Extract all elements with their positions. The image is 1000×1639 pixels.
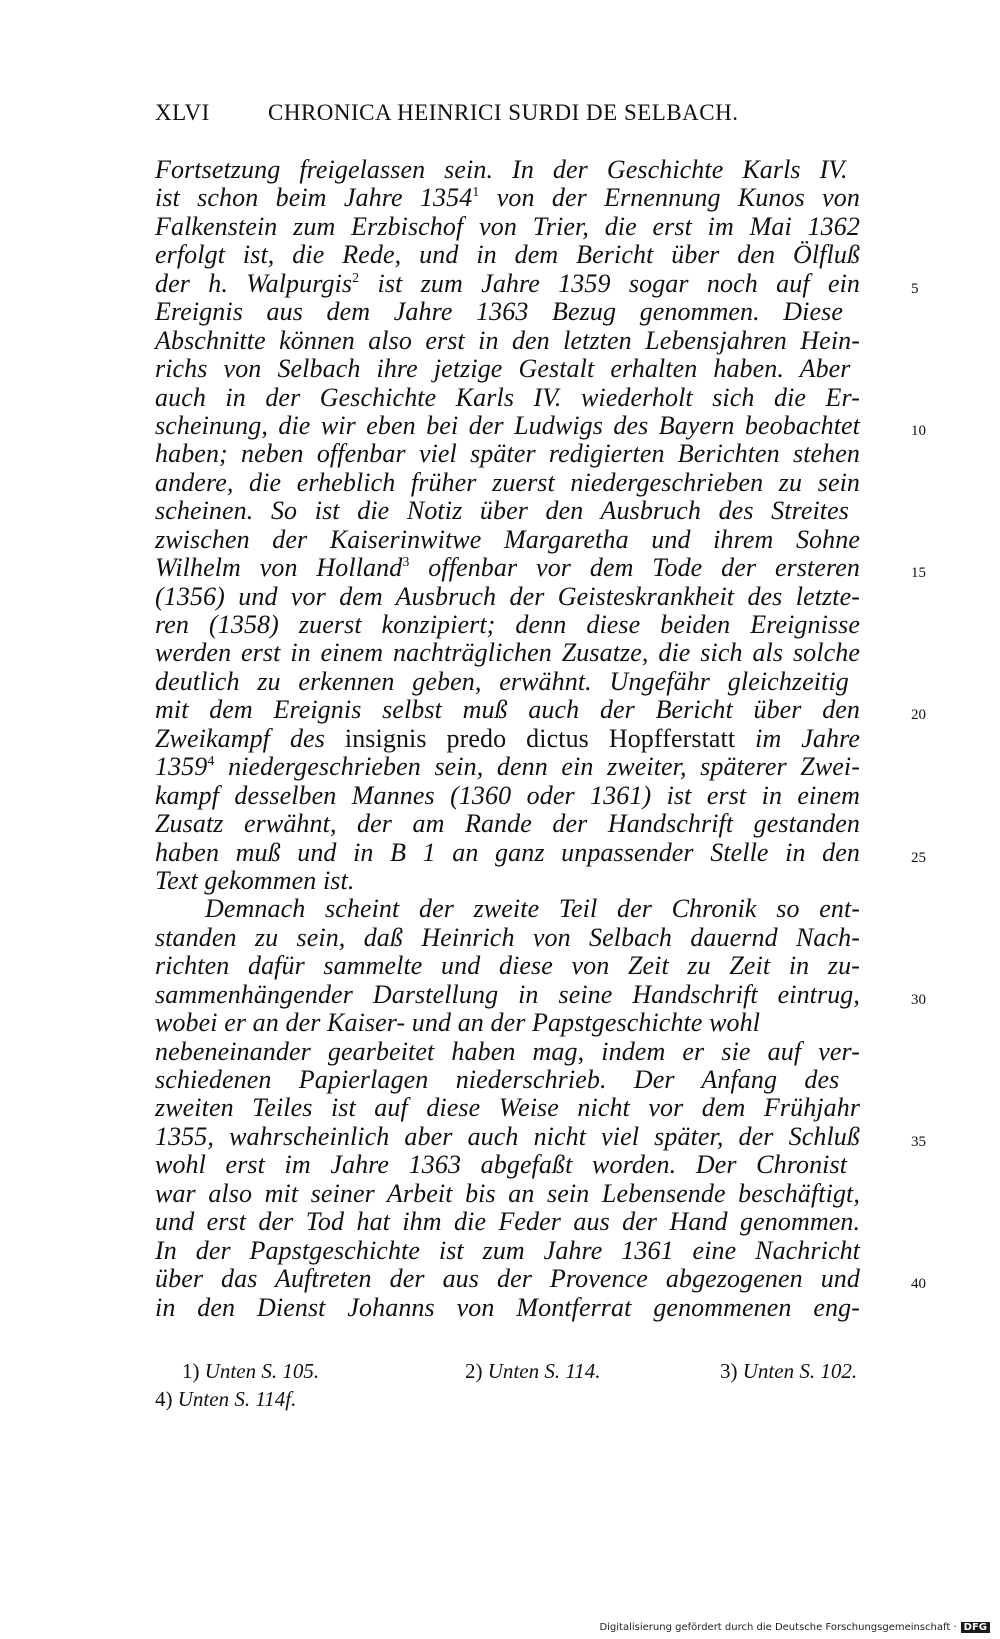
text-line: über das Auftreten der aus der Provence abgezogenen und 40 bbox=[155, 1265, 895, 1293]
text-line: der h. Walpurgis$^2$ ist zum Jahre 1359 sogar noch auf ein 5 bbox=[155, 270, 895, 298]
text-line: Falkenstein zum Erzbischof von Trier, die erst im Mai 1362 bbox=[155, 211, 860, 241]
text-line: Text gekommen ist. bbox=[155, 865, 355, 895]
text-line: in den Dienst Johanns von Montferrat genommenen eng- bbox=[155, 1292, 860, 1322]
digitization-note: Digitalisierung gefördert durch die Deutsche Forschungsgemeinschaft · bbox=[599, 1622, 957, 1633]
text-line: war also mit seiner Arbeit bis an sein Lebensende beschäftigt, bbox=[155, 1178, 860, 1208]
text-line: werden erst in einem nachträglichen Zusatze, die sich als solche bbox=[155, 638, 860, 668]
footnote-row bbox=[155, 1357, 895, 1385]
text-line: schiedenen Papierlagen niederschrieb. Der Anfang des bbox=[155, 1065, 840, 1094]
text-line: auch in der Geschichte Karls IV. wiederholt sich die Er- bbox=[155, 382, 860, 412]
dfg-logo: DFG bbox=[961, 1622, 990, 1633]
text-line: Fortsetzung freigelassen sein. In der Geschichte Karls IV. bbox=[155, 155, 848, 184]
footnote-row bbox=[155, 1385, 895, 1413]
text-line: Demnach scheint der zweite Teil der Chronik so ent- bbox=[205, 894, 861, 924]
text-line: wobei er an der Kaiser- und an der Papstgeschichte wohl bbox=[155, 1008, 761, 1038]
text-line: Abschnitte können also erst in den letzten Lebensjahren Hein- bbox=[155, 325, 860, 355]
text-line: deutlich zu erkennen geben, erwähnt. Ungefähr gleichzeitig bbox=[155, 666, 849, 696]
text-line: mit dem Ereignis selbst muß auch der Bericht über den 20 bbox=[155, 696, 895, 724]
text-line: erfolgt ist, die Rede, und in dem Bericht über den Ölfluß bbox=[155, 240, 861, 270]
footnote-mark: 3 bbox=[402, 555, 410, 571]
footnote: 4) Unten S. 114f. bbox=[155, 1387, 297, 1411]
line-number: 10 bbox=[911, 422, 926, 439]
text-line: scheinen. So ist die Notiz über den Ausbruch des Streites bbox=[155, 496, 849, 526]
digitization-credit bbox=[599, 1622, 990, 1633]
footnotes bbox=[155, 1357, 895, 1413]
text-line: Zweikampf des insignis predo dictus Hopfferstatt im Jahre bbox=[155, 723, 861, 753]
footnote-mark: 2 bbox=[352, 270, 360, 286]
footnote: 3) Unten S. 102. bbox=[720, 1359, 858, 1383]
text-line: zweiten Teiles ist auf diese Weise nicht vor dem Frühjahr bbox=[155, 1093, 861, 1123]
footnote-mark: 4 bbox=[207, 754, 215, 770]
text-line: nebeneinander gearbeitet haben mag, indem er sie auf ver- bbox=[155, 1036, 860, 1066]
text-line: Wilhelm von Holland$^3$ offenbar vor dem Tode der ersteren 15 bbox=[155, 554, 895, 582]
text-line: zwischen der Kaiserinwitwe Margaretha und ihrem Sohne bbox=[155, 524, 860, 554]
line-number: 5 bbox=[911, 280, 919, 297]
line-number: 30 bbox=[911, 991, 926, 1008]
text-line: richs von Selbach ihre jetzige Gestalt erhalten haben. Aber bbox=[155, 354, 851, 384]
text-line: haben muß und in B 1 an ganz unpassender Stelle in den 25 bbox=[155, 839, 895, 867]
line-number: 25 bbox=[911, 849, 926, 866]
text-line: standen zu sein, daß Heinrich von Selbach dauernd Nach- bbox=[155, 922, 861, 952]
text-line: 1355, wahrscheinlich aber auch nicht viel später, der Schluß 35 bbox=[155, 1123, 895, 1151]
body-text bbox=[155, 155, 926, 1322]
text-line: In der Papstgeschichte ist zum Jahre 1361 eine Nachricht bbox=[155, 1235, 861, 1265]
text-line: kampf desselben Mannes (1360 oder 1361) ist erst in einem bbox=[155, 780, 860, 810]
text-line: haben; neben offenbar viel später redigierten Berichten stehen bbox=[155, 439, 861, 469]
text-line: und erst der Tod hat ihm die Feder aus der Hand genommen. bbox=[155, 1207, 861, 1237]
text-line: Zusatz erwähnt, der am Rande der Handschrift gestanden bbox=[155, 809, 861, 839]
footnote: 2) Unten S. 114. bbox=[465, 1359, 601, 1383]
line-number: 20 bbox=[911, 707, 926, 724]
footnote-mark: 1 bbox=[472, 185, 480, 201]
page-folio: XLVI bbox=[155, 100, 210, 125]
line-number: 35 bbox=[911, 1133, 926, 1150]
page-title: CHRONICA HEINRICI SURDI DE SELBACH. bbox=[268, 100, 739, 125]
text-line: ren (1358) zuerst konzipiert; denn diese beiden Ereignisse bbox=[155, 610, 861, 639]
text-line: Ereignis aus dem Jahre 1363 Bezug genommen. Diese bbox=[155, 297, 844, 327]
text-line: (1356) und vor dem Ausbruch der Geisteskrankheit des letzte- bbox=[155, 581, 860, 611]
text-line: scheinung, die wir eben bei der Ludwigs des Bayern beobachtet 10 bbox=[155, 412, 895, 440]
text-line: sammenhängender Darstellung in seine Handschrift eintrug, 30 bbox=[155, 981, 895, 1009]
running-head bbox=[155, 100, 795, 126]
text-line: richten dafür sammelte und diese von Zeit zu Zeit in zu- bbox=[155, 951, 860, 981]
text-line: 1359$^4$ niedergeschrieben sein, denn ein zweiter, späterer Zwei- bbox=[155, 752, 860, 782]
latin-quotation: insignis predo dictus Hopfferstatt bbox=[344, 723, 736, 753]
text-line: wohl erst im Jahre 1363 abgefaßt worden. Der Chronist bbox=[155, 1150, 848, 1180]
text-line: andere, die erheblich früher zuerst niedergeschrieben zu sein bbox=[155, 467, 861, 497]
footnote: 1) Unten S. 105. bbox=[182, 1359, 320, 1383]
line-number: 40 bbox=[911, 1276, 926, 1293]
line-number: 15 bbox=[911, 565, 926, 582]
text-line: ist schon beim Jahre 1354$^1$ von der Ernennung Kunos von bbox=[155, 183, 860, 213]
